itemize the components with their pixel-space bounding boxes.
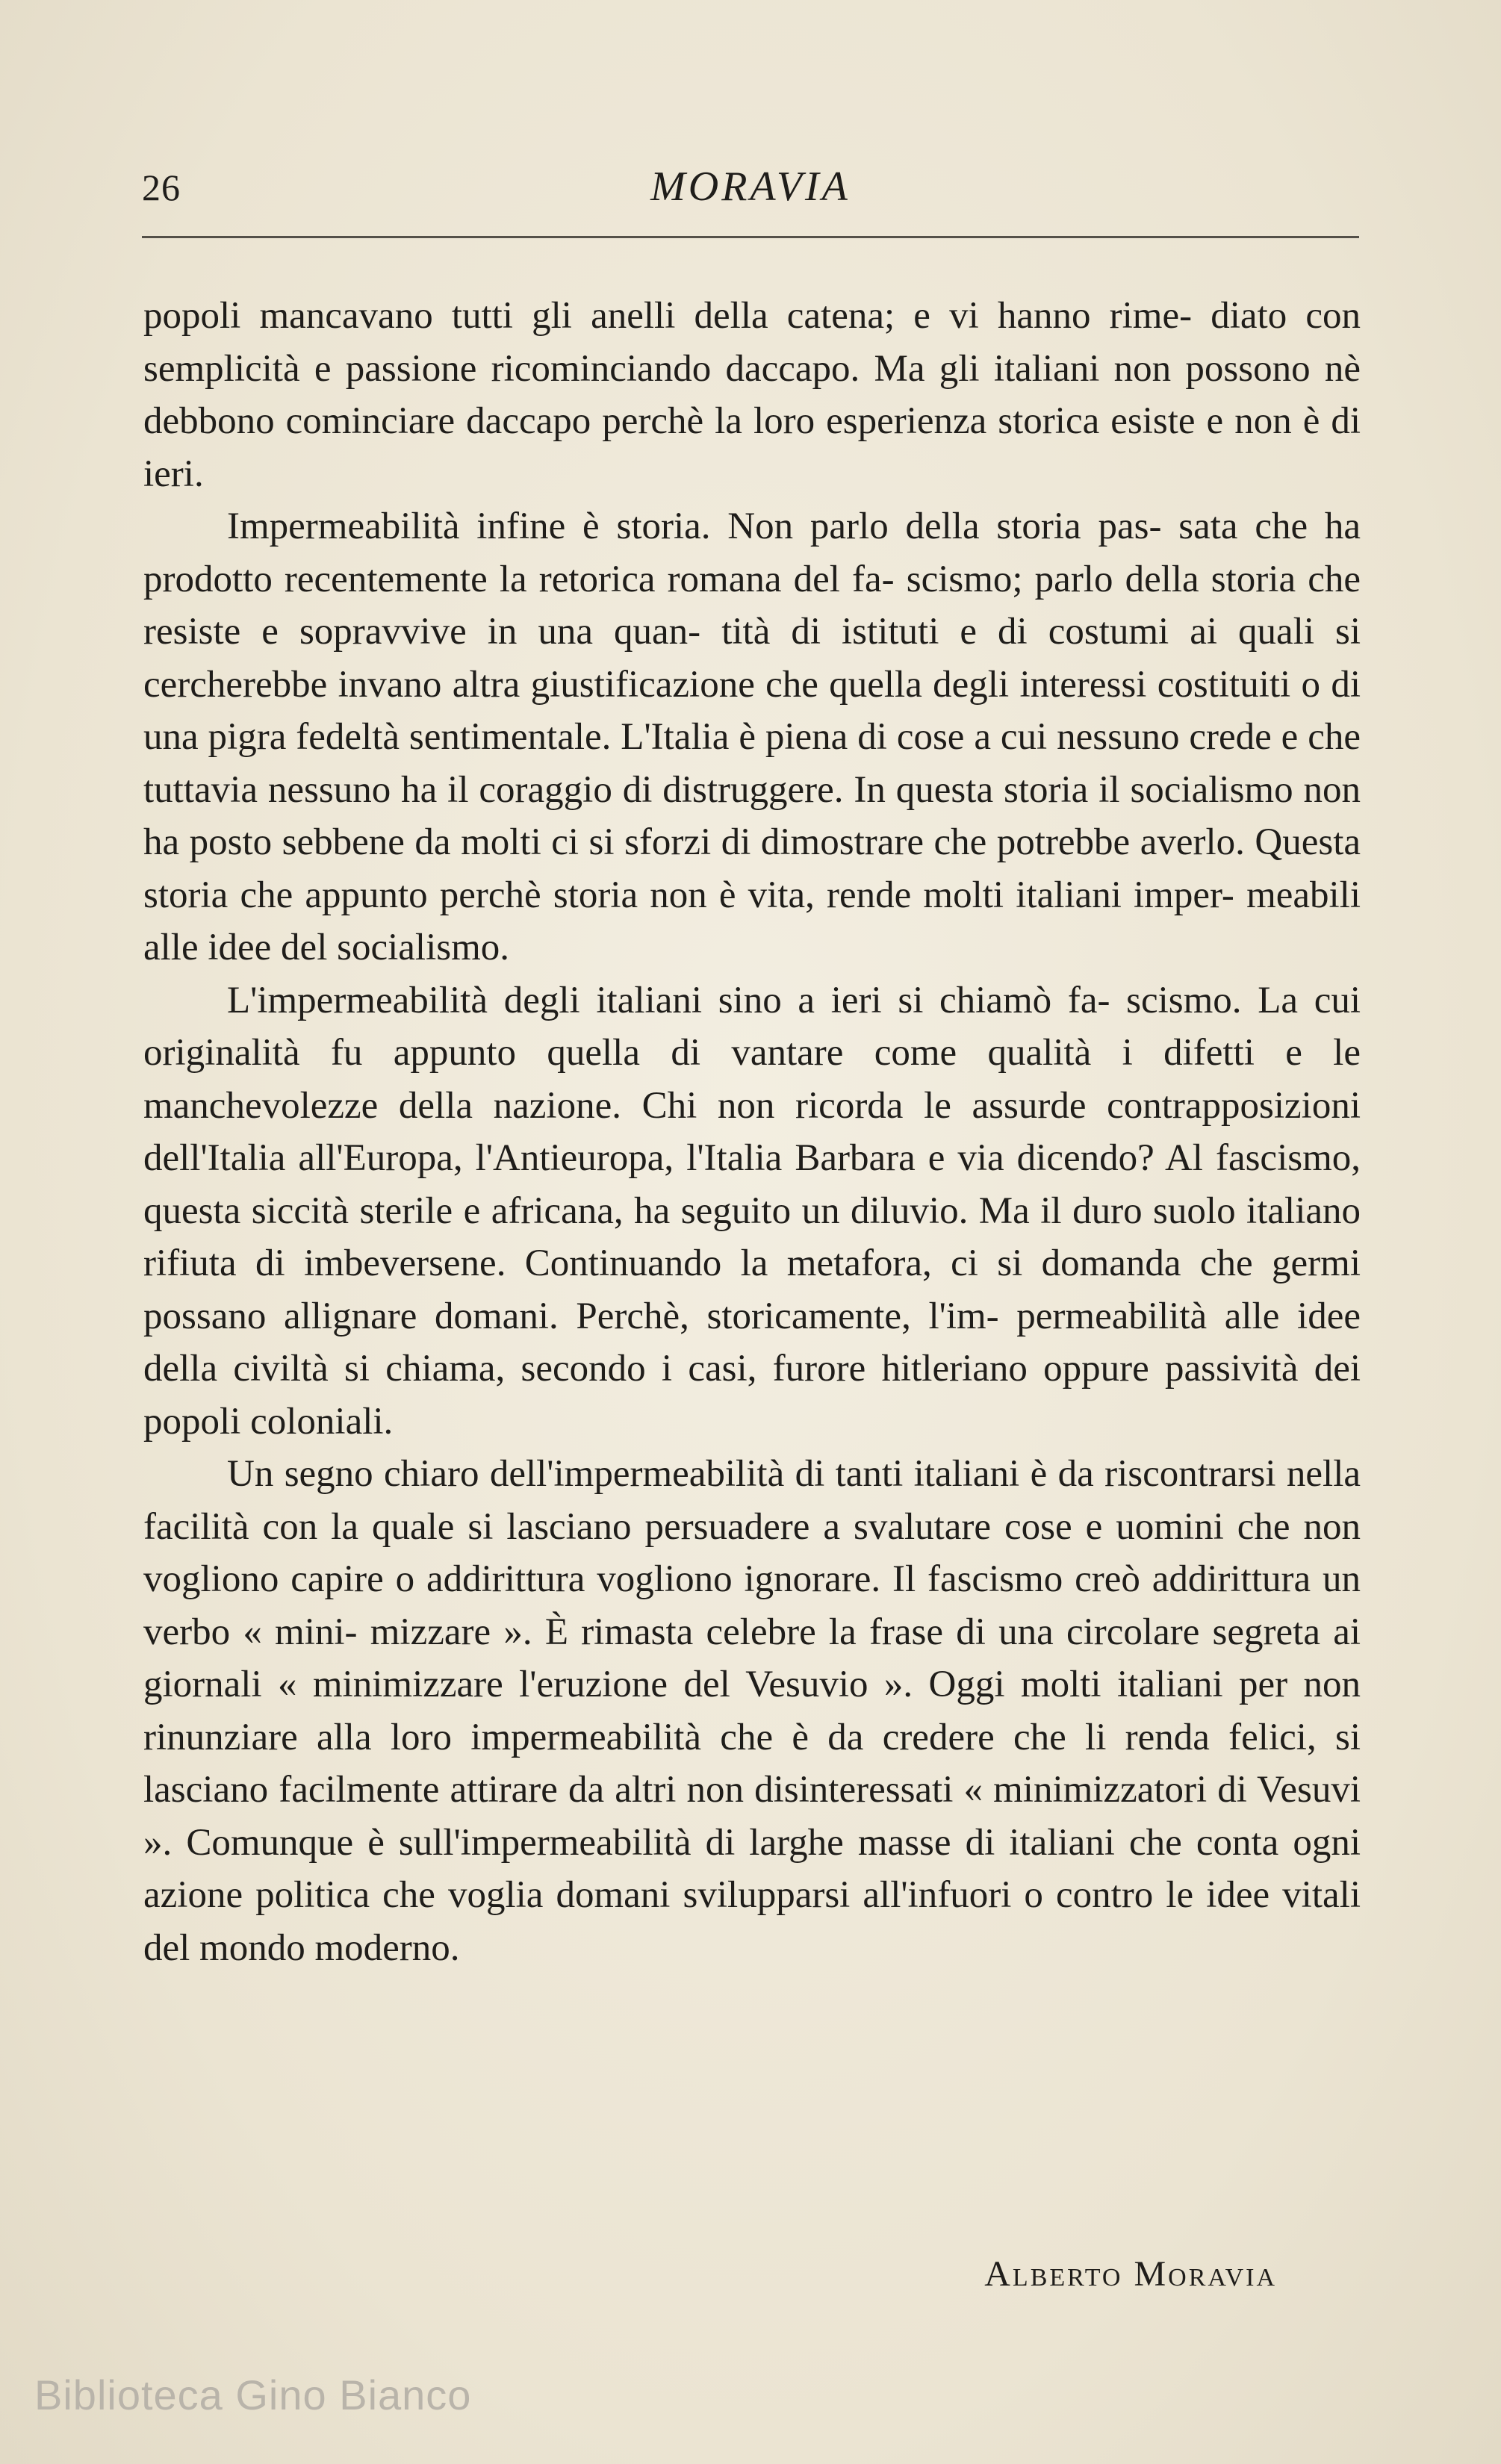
- article-body: [143, 290, 1361, 1974]
- text-line: ai giornali « minimizzare l'eruzione del Vesuvio ». Oggi molti: [143, 1611, 1361, 1705]
- text-line: è sull'impermeabilità di larghe masse di italiani che conta ogni: [367, 1821, 1361, 1864]
- text-line: furore hitleriano oppure passività dei popoli coloniali.: [143, 1348, 1361, 1443]
- text-line: sata che ha prodotto recentemente la retorica romana del fa-: [143, 505, 1361, 600]
- text-line: scismo; parlo della storia che resiste e sopravvive in una quan-: [143, 558, 1361, 653]
- text-line: meabili alle idee del socialismo.: [143, 874, 1361, 968]
- text-line: diato con semplicità e passione ricominciando daccapo. Ma gli: [143, 295, 1361, 390]
- text-line: questa storia il socialismo non ha posto sebbene da molti ci si: [143, 768, 1361, 863]
- author-signature: Alberto Moravia: [984, 2254, 1277, 2294]
- text-line: vogliono ignorare. Il fascismo creò addirittura un verbo « mini-: [143, 1558, 1361, 1653]
- page-header: [142, 158, 1359, 218]
- text-line: mizzare ». È rimasta celebre la frase di una circolare segreta: [370, 1611, 1320, 1653]
- text-line: italiani non possono nè debbono cominciare daccapo perchè la: [143, 347, 1361, 442]
- text-line: appunto perchè storia non è vita, rende molti italiani imper-: [305, 874, 1234, 916]
- text-line: popoli mancavano tutti gli anelli della catena; e vi hanno rime-: [143, 295, 1193, 337]
- text-line: svalutare cose e uomini che non vogliono capire o addirittura: [143, 1505, 1361, 1600]
- text-line: permeabilità alle idee della civiltà si chiama, secondo i casi,: [143, 1295, 1361, 1390]
- text-line: credere che li renda felici, si lasciano facilmente attirare da: [143, 1716, 1361, 1811]
- running-head: MORAVIA: [650, 164, 851, 210]
- text-line: l'Italia Barbara e via dicendo? Al fascismo, questa siccità sterile: [143, 1137, 1361, 1232]
- paragraph-4: [143, 1448, 1361, 1974]
- page-number: 26: [142, 167, 181, 208]
- text-line: italiani per non rinunziare alla loro impermeabilità che è da: [143, 1664, 1361, 1758]
- text-line: azione politica che voglia domani svilupparsi all'infuori o contro: [143, 1874, 1154, 1916]
- text-line: Impermeabilità infine è storia. Non parlo della storia pas-: [227, 505, 1162, 547]
- paragraph-3: [143, 974, 1361, 1449]
- header-rule: [142, 236, 1359, 238]
- text-line: che germi possano allignare domani. Perchè, storicamente, l'im-: [143, 1242, 1361, 1337]
- library-watermark: Biblioteca Gino Bianco: [34, 2371, 472, 2418]
- text-line: tità di istituti e di costumi ai quali si cercherebbe invano altra: [143, 611, 1361, 706]
- text-line: crede e che tuttavia nessuno ha il coraggio di distruggere. In: [143, 716, 1361, 811]
- text-line: e africana, ha seguito un diluvio. Ma il duro suolo italiano: [463, 1189, 1361, 1232]
- text-line: rifiuta di imbeversene. Continuando la metafora, ci si domanda: [143, 1242, 1181, 1284]
- text-line: L'impermeabilità degli italiani sino a ieri si chiamò fa-: [227, 979, 1110, 1021]
- text-line: giustificazione che quella degli interessi costituiti o di una pigra: [143, 663, 1361, 758]
- text-line: altri non disinteressati « minimizzatori di Vesuvi ». Comunque: [143, 1769, 1361, 1864]
- paragraph-1: [143, 290, 1361, 500]
- text-line: le idee vitali del mondo moderno.: [143, 1874, 1361, 1969]
- paragraph-2: [143, 500, 1361, 974]
- text-line: Un segno chiaro dell'impermeabilità di tanti italiani è da: [227, 1453, 1094, 1495]
- text-line: qualità i difetti e le manchevolezze della nazione. Chi non ricorda: [143, 1032, 1361, 1127]
- text-line: le assurde contrapposizioni dell'Italia all'Europa, l'Antieuropa,: [143, 1084, 1361, 1179]
- text-line: riscontrarsi nella facilità con la quale si lasciano persuadere a: [143, 1453, 1361, 1548]
- text-line: loro esperienza storica esiste e non è di ieri.: [143, 400, 1361, 495]
- text-line: sforzi di dimostrare che potrebbe averlo. Questa storia che: [143, 821, 1361, 916]
- text-line: fedeltà sentimentale. L'Italia è piena di cose a cui nessuno: [296, 716, 1180, 758]
- text-line: scismo. La cui originalità fu appunto quella di vantare come: [143, 979, 1361, 1074]
